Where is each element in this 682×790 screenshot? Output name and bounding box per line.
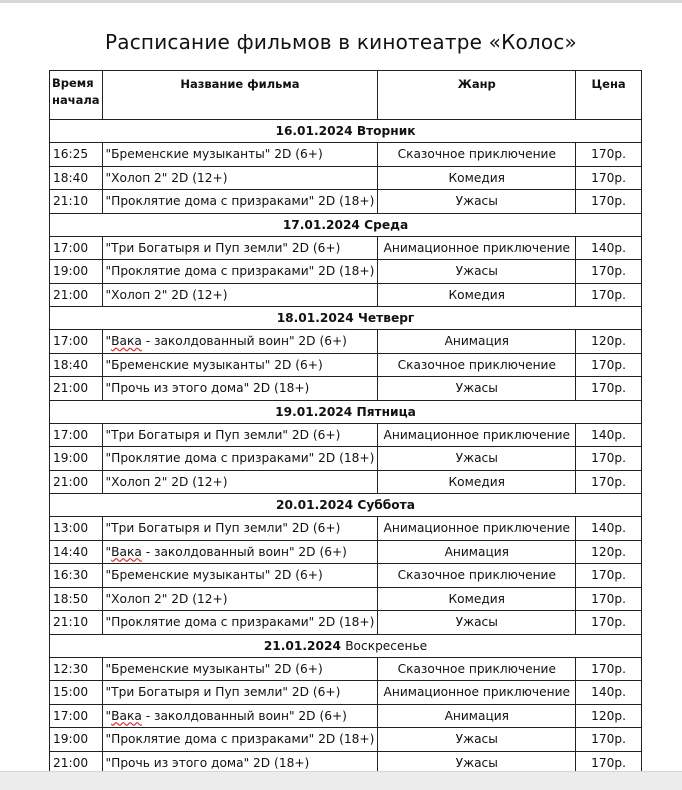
day-header — [50, 213, 642, 236]
table-row — [50, 657, 642, 681]
cell-film-name: "Вака - заколдованный воин" 2D (6+) — [102, 330, 378, 354]
cell-time: 14:40 — [50, 540, 103, 564]
cell-time: 18:50 — [50, 587, 103, 611]
cell-film-name: "Холоп 2" 2D (12+) — [102, 283, 378, 307]
day-header-row — [50, 307, 642, 330]
day-header — [50, 400, 642, 423]
day-header-row — [50, 120, 642, 143]
cell-time: 17:00 — [50, 423, 103, 447]
table-row — [50, 330, 642, 354]
document-title: Расписание фильмов в кинотеатре «Колос» — [105, 30, 577, 54]
cell-genre: Анимационное приключение — [378, 681, 576, 705]
cell-genre: Ужасы — [378, 728, 576, 752]
cell-price: 170р. — [576, 470, 642, 494]
cell-film-name: "Холоп 2" 2D (12+) — [102, 587, 378, 611]
day-header — [50, 307, 642, 330]
day-date: 19.01.2024 — [275, 404, 353, 419]
column-header-price: Цена — [576, 71, 642, 120]
cell-genre: Ужасы — [378, 377, 576, 401]
table-row — [50, 611, 642, 635]
cell-price: 140р. — [576, 681, 642, 705]
day-date: 18.01.2024 — [276, 311, 354, 325]
cell-price: 170р. — [576, 353, 642, 377]
cell-time: 19:00 — [50, 447, 103, 471]
day-header — [50, 494, 642, 517]
cell-film-name: "Проклятие дома с призраками" 2D (18+) — [102, 728, 378, 752]
table-row — [50, 283, 642, 307]
top-edge — [0, 0, 682, 3]
table-row — [50, 540, 642, 564]
cell-price: 170р. — [576, 728, 642, 752]
cell-time: 16:30 — [50, 564, 103, 588]
cell-genre: Сказочное приключение — [378, 353, 576, 377]
table-header-row — [50, 71, 642, 120]
cell-film-name: "Холоп 2" 2D (12+) — [102, 166, 378, 190]
cell-genre: Ужасы — [378, 611, 576, 635]
cell-time: 21:10 — [50, 190, 103, 214]
cell-time: 17:00 — [50, 236, 103, 260]
cell-film-name: "Бременские музыканты" 2D (6+) — [102, 657, 378, 681]
spellcheck-underlined-word: Вака — [111, 334, 142, 348]
table-row — [50, 564, 642, 588]
cell-price: 170р. — [576, 143, 642, 167]
cell-price: 120р. — [576, 330, 642, 354]
cell-genre: Комедия — [378, 587, 576, 611]
cell-film-name: "Бременские музыканты" 2D (6+) — [102, 353, 378, 377]
cell-price: 170р. — [576, 260, 642, 284]
cell-time: 21:10 — [50, 611, 103, 635]
cell-film-name: "Проклятие дома с призраками" 2D (18+) — [102, 447, 378, 471]
cell-film-name: "Проклятие дома с призраками" 2D (18+) — [102, 611, 378, 635]
table-row — [50, 470, 642, 494]
cell-genre: Ужасы — [378, 751, 576, 775]
cell-genre: Анимационное приключение — [378, 236, 576, 260]
cell-price: 170р. — [576, 377, 642, 401]
column-header-genre: Жанр — [378, 71, 576, 120]
cell-genre: Комедия — [378, 283, 576, 307]
cell-genre: Ужасы — [378, 447, 576, 471]
day-date: 17.01.2024 — [282, 217, 360, 232]
cell-genre: Анимация — [378, 704, 576, 728]
day-weekday: Пятница — [356, 404, 416, 419]
bottom-edge — [0, 771, 682, 790]
cell-genre: Анимационное приключение — [378, 423, 576, 447]
schedule-table — [49, 70, 642, 775]
table-row — [50, 143, 642, 167]
day-header-row — [50, 494, 642, 517]
table-row — [50, 377, 642, 401]
cell-time: 15:00 — [50, 681, 103, 705]
day-header-row — [50, 213, 642, 236]
cell-price: 170р. — [576, 657, 642, 681]
spellcheck-underlined-word: Вака — [111, 544, 142, 559]
cell-time: 17:00 — [50, 330, 103, 354]
cell-price: 170р. — [576, 447, 642, 471]
cell-time: 17:00 — [50, 704, 103, 728]
cell-price: 140р. — [576, 423, 642, 447]
cell-price: 170р. — [576, 751, 642, 775]
cell-time: 21:00 — [50, 283, 103, 307]
cell-film-name: "Три Богатыря и Пуп земли" 2D (6+) — [102, 423, 378, 447]
cell-genre: Сказочное приключение — [378, 143, 576, 167]
day-header — [50, 634, 642, 657]
column-header-name: Название фильма — [102, 71, 378, 120]
cell-genre: Анимационное приключение — [378, 517, 576, 541]
table-row — [50, 236, 642, 260]
cell-genre: Комедия — [378, 166, 576, 190]
cell-genre: Ужасы — [378, 260, 576, 284]
cell-price: 170р. — [576, 611, 642, 635]
cell-film-name: "Вака - заколдованный воин" 2D (6+) — [102, 704, 378, 728]
cell-time: 19:00 — [50, 260, 103, 284]
table-row — [50, 260, 642, 284]
cell-time: 21:00 — [50, 377, 103, 401]
cell-price: 170р. — [576, 587, 642, 611]
cell-film-name: "Вака - заколдованный воин" 2D (6+) — [102, 540, 378, 564]
spellcheck-underlined-word: Вака — [111, 708, 142, 723]
table-row — [50, 447, 642, 471]
day-date: 16.01.2024 — [275, 124, 353, 138]
cell-genre: Сказочное приключение — [378, 657, 576, 681]
cell-genre: Анимация — [378, 330, 576, 354]
cell-price: 170р. — [576, 283, 642, 307]
cell-time: 21:00 — [50, 751, 103, 775]
cell-time: 12:30 — [50, 657, 103, 681]
cell-film-name: "Бременские музыканты" 2D (6+) — [102, 564, 378, 588]
cell-time: 13:00 — [50, 517, 103, 541]
cell-price: 170р. — [576, 190, 642, 214]
cell-film-name: "Три Богатыря и Пуп земли" 2D (6+) — [102, 681, 378, 705]
cell-film-name: "Прочь из этого дома" 2D (18+) — [102, 751, 378, 775]
day-weekday: Суббота — [357, 498, 415, 512]
day-weekday: Среда — [364, 217, 409, 232]
cell-time: 18:40 — [50, 353, 103, 377]
schedule-body — [50, 120, 642, 775]
table-row — [50, 190, 642, 214]
table-row — [50, 353, 642, 377]
cell-time: 18:40 — [50, 166, 103, 190]
cell-genre: Сказочное приключение — [378, 564, 576, 588]
cell-price: 120р. — [576, 704, 642, 728]
day-date: 21.01.2024 — [263, 638, 341, 653]
cell-price: 140р. — [576, 236, 642, 260]
day-weekday: Четверг — [358, 311, 415, 325]
table-row — [50, 681, 642, 705]
table-row — [50, 423, 642, 447]
cell-film-name: "Три Богатыря и Пуп земли" 2D (6+) — [102, 236, 378, 260]
day-header — [50, 120, 642, 143]
cell-film-name: "Три Богатыря и Пуп земли" 2D (6+) — [102, 517, 378, 541]
cell-price: 170р. — [576, 564, 642, 588]
table-row — [50, 166, 642, 190]
cell-price: 120р. — [576, 540, 642, 564]
day-date: 20.01.2024 — [276, 498, 354, 512]
column-header-time: Время начала — [50, 71, 103, 120]
cell-genre: Анимация — [378, 540, 576, 564]
cell-film-name: "Прочь из этого дома" 2D (18+) — [102, 377, 378, 401]
cell-film-name: "Проклятие дома с призраками" 2D (18+) — [102, 260, 378, 284]
cell-genre: Комедия — [378, 470, 576, 494]
table-row — [50, 704, 642, 728]
day-header-row — [50, 634, 642, 657]
cell-time: 19:00 — [50, 728, 103, 752]
cell-film-name: "Бременские музыканты" 2D (6+) — [102, 143, 378, 167]
cell-genre: Ужасы — [378, 190, 576, 214]
day-weekday: Воскресенье — [345, 638, 428, 653]
cell-price: 140р. — [576, 517, 642, 541]
cell-time: 21:00 — [50, 470, 103, 494]
day-header-row — [50, 400, 642, 423]
cell-film-name: "Проклятие дома с призраками" 2D (18+) — [102, 190, 378, 214]
table-row — [50, 587, 642, 611]
cell-price: 170р. — [576, 166, 642, 190]
table-row — [50, 728, 642, 752]
day-weekday: Вторник — [356, 124, 416, 138]
cell-time: 16:25 — [50, 143, 103, 167]
table-row — [50, 517, 642, 541]
cell-film-name: "Холоп 2" 2D (12+) — [102, 470, 378, 494]
